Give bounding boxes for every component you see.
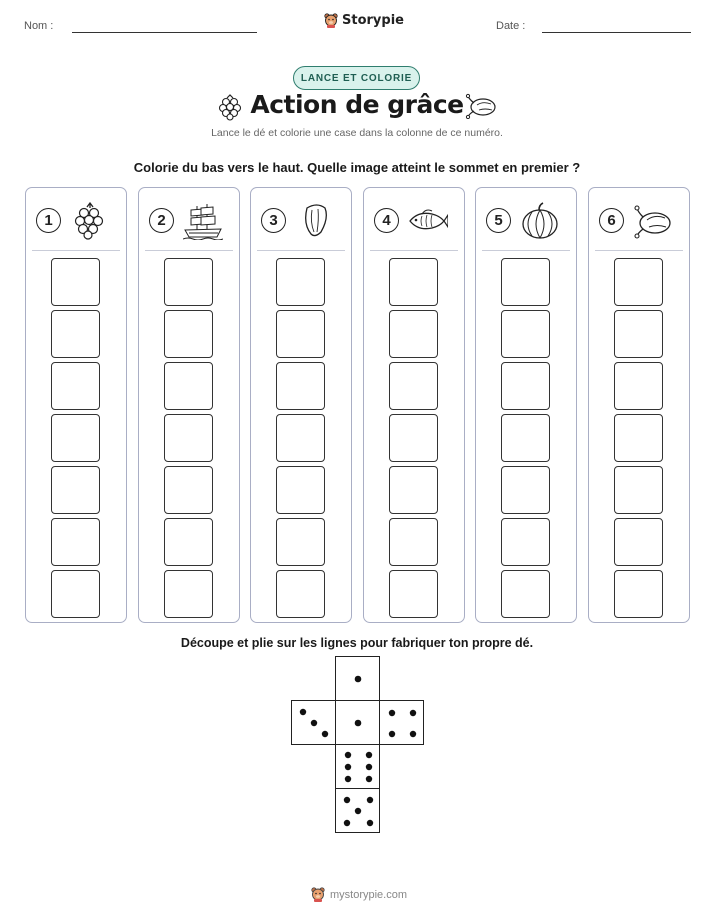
bear-mascot-icon	[324, 13, 338, 28]
die-pips	[336, 745, 381, 790]
footer	[311, 887, 407, 902]
column-header	[26, 188, 126, 250]
column-number: 6	[599, 208, 624, 233]
color-cell[interactable]	[501, 518, 550, 566]
color-cell[interactable]	[501, 310, 550, 358]
color-cell[interactable]	[164, 414, 213, 462]
die-instruction: Découpe et plie sur les lignes pour fabriquer ton propre dé.	[180, 636, 534, 650]
instruction-text: Colorie du bas vers le haut. Quelle image atteint le sommet en premier ?	[133, 160, 581, 175]
color-cell[interactable]	[614, 466, 663, 514]
color-cell[interactable]	[389, 414, 438, 462]
color-cell[interactable]	[501, 362, 550, 410]
color-cell[interactable]	[389, 362, 438, 410]
color-cell[interactable]	[501, 570, 550, 618]
color-cell[interactable]	[51, 258, 100, 306]
color-cell[interactable]	[51, 518, 100, 566]
column-header	[476, 188, 576, 250]
column-header	[364, 188, 464, 250]
column-divider	[595, 250, 683, 251]
column-3	[250, 187, 352, 623]
pumpkin-icon	[520, 202, 560, 240]
color-cell[interactable]	[276, 362, 325, 410]
color-cell[interactable]	[276, 518, 325, 566]
color-cell[interactable]	[164, 570, 213, 618]
color-cell[interactable]	[614, 570, 663, 618]
column-divider	[370, 250, 458, 251]
color-cell[interactable]	[164, 518, 213, 566]
die-pips	[336, 657, 381, 702]
date-label: Date :	[496, 20, 526, 32]
color-cell[interactable]	[164, 310, 213, 358]
date-line[interactable]	[542, 32, 691, 33]
color-cell[interactable]	[276, 258, 325, 306]
column-6	[588, 187, 690, 623]
column-1	[25, 187, 127, 623]
column-divider	[257, 250, 345, 251]
die-pips	[336, 789, 381, 834]
column-divider	[482, 250, 570, 251]
color-cell[interactable]	[389, 466, 438, 514]
fish-icon	[408, 202, 448, 240]
color-cell[interactable]	[389, 310, 438, 358]
color-cell[interactable]	[51, 570, 100, 618]
color-cell[interactable]	[389, 518, 438, 566]
brand-name: Storypie	[342, 13, 404, 28]
column-number: 3	[261, 208, 286, 233]
color-cell[interactable]	[389, 258, 438, 306]
column-2	[138, 187, 240, 623]
color-cell[interactable]	[276, 414, 325, 462]
footer-url[interactable]: mystorypie.com	[330, 888, 408, 901]
column-number: 4	[374, 208, 399, 233]
color-cell[interactable]	[614, 414, 663, 462]
column-divider	[32, 250, 120, 251]
color-cell[interactable]	[389, 570, 438, 618]
color-cell[interactable]	[276, 570, 325, 618]
color-cell[interactable]	[51, 362, 100, 410]
color-cell[interactable]	[501, 466, 550, 514]
column-header	[139, 188, 239, 250]
column-header	[251, 188, 351, 250]
activity-badge: LANCE ET COLORIE	[293, 66, 420, 90]
column-number: 2	[149, 208, 174, 233]
color-cell[interactable]	[501, 258, 550, 306]
raspberry-icon	[70, 202, 110, 240]
die-pips	[336, 701, 381, 746]
die-pips	[380, 701, 425, 746]
color-cell[interactable]	[164, 258, 213, 306]
color-cell[interactable]	[276, 466, 325, 514]
color-cell[interactable]	[51, 466, 100, 514]
die-face-back	[335, 788, 380, 833]
column-5	[475, 187, 577, 623]
die-face-left	[291, 700, 336, 745]
name-label: Nom :	[24, 20, 54, 32]
color-cell[interactable]	[501, 414, 550, 462]
color-cell[interactable]	[164, 362, 213, 410]
color-cell[interactable]	[614, 518, 663, 566]
corn-kernel-icon	[295, 202, 335, 240]
die-face-right	[379, 700, 424, 745]
color-cell[interactable]	[614, 362, 663, 410]
die-face-top	[335, 656, 380, 701]
color-cell[interactable]	[614, 310, 663, 358]
color-cell[interactable]	[51, 310, 100, 358]
ship-icon	[183, 202, 223, 240]
column-4	[363, 187, 465, 623]
column-divider	[145, 250, 233, 251]
column-number: 5	[486, 208, 511, 233]
brand-logo	[324, 13, 404, 28]
die-face-center	[335, 700, 380, 745]
subtitle: Lance le dé et colorie une case dans la colonne de ce numéro.	[211, 127, 503, 139]
column-header	[589, 188, 689, 250]
column-number: 1	[36, 208, 61, 233]
die-face-bottom	[335, 744, 380, 789]
roast-turkey-icon	[633, 202, 673, 240]
roast-turkey-icon	[465, 93, 499, 119]
color-cell[interactable]	[614, 258, 663, 306]
page-title: Action de grâce	[250, 90, 464, 119]
bear-mascot-icon	[311, 887, 325, 902]
name-line[interactable]	[72, 32, 257, 33]
color-cell[interactable]	[276, 310, 325, 358]
color-cell[interactable]	[51, 414, 100, 462]
die-pips	[292, 701, 337, 746]
color-cell[interactable]	[164, 466, 213, 514]
